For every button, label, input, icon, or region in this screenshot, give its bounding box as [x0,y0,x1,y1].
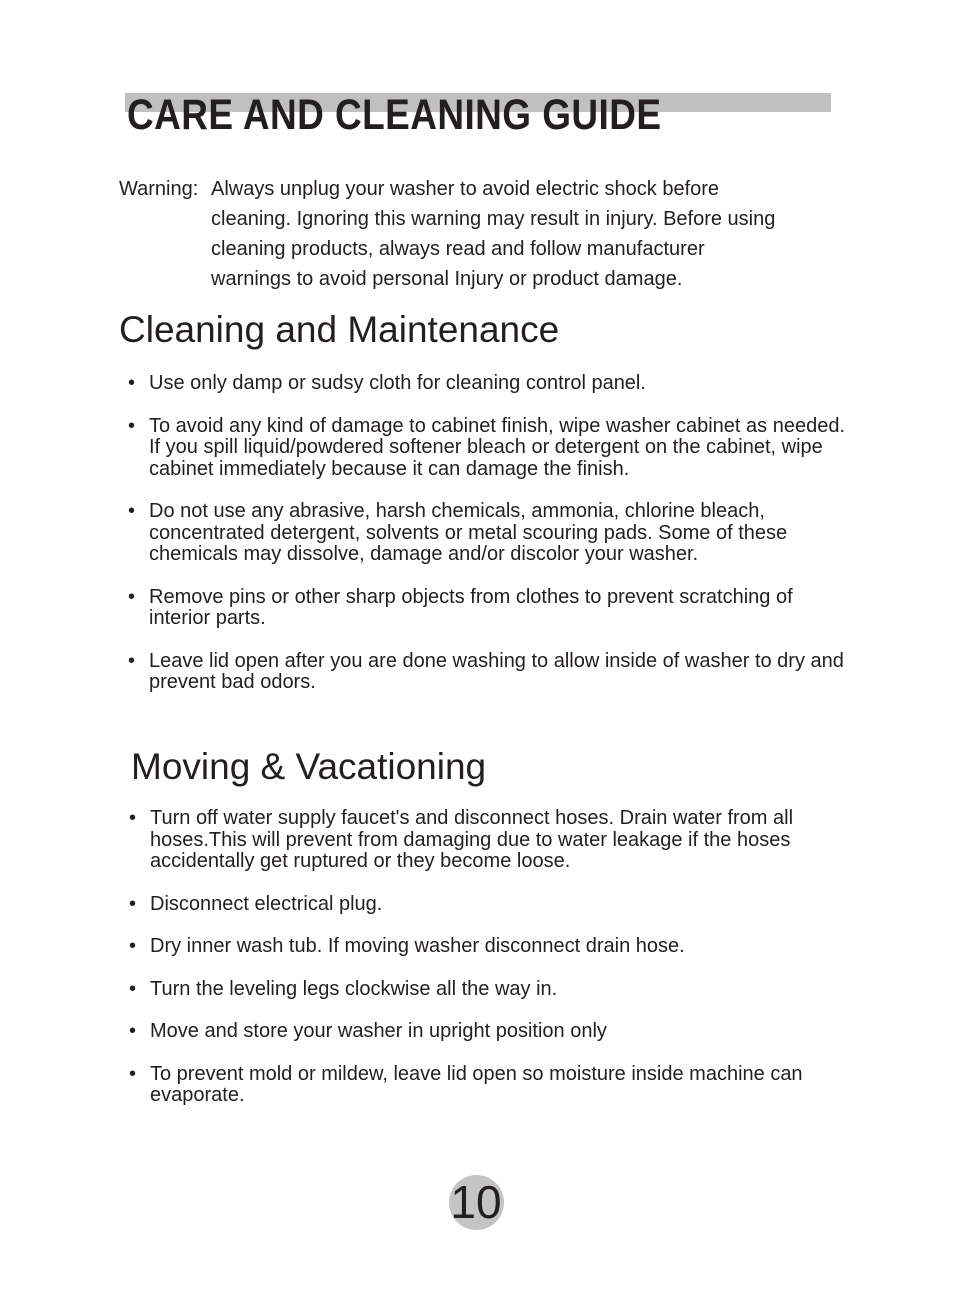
page-number: 10 [450,1176,502,1228]
bullet-icon: • [128,585,136,608]
moving-list [129,807,860,1128]
list-item [128,414,859,481]
list-item-text: Turn off water supply faucet's and disconnect hoses. Drain water from all hoses.This will prevent from damaging due to water leakage if the hoses accidentally get ruptured or they become loose. [150,807,794,872]
list-item-text: To avoid any kind of damage to cabinet finish, wipe washer cabinet as needed. If you spill liquid/powdered softener bleach or detergent on the cabinet, wipe cabinet immediately because it can damage the finish. [149,414,845,480]
warning-line: warnings to avoid personal Injury or product damage. [211,268,683,290]
list-item-text: Dry inner wash tub. If moving washer disconnect drain hose. [150,935,685,957]
list-item [129,892,860,916]
list-item-text: Turn the leveling legs clockwise all the way in. [150,977,558,1000]
page-number-badge [449,1175,504,1230]
warning-line: cleaning products, always read and follow manufacturer [211,238,705,260]
warning-text [213,174,859,294]
bullet-icon: • [128,372,136,394]
bullet-icon: • [129,977,137,1000]
warning-label: Warning: [119,178,199,200]
bullet-icon: • [129,892,137,915]
list-item-text: Remove pins or other sharp objects from clothes to prevent scratching of interior parts. [149,585,793,629]
cleaning-list [128,372,859,715]
warning-line: Always unplug your washer to avoid electric shock before [211,178,720,200]
list-item-text: Move and store your washer in upright position only [150,1020,607,1042]
list-item [129,935,860,958]
bullet-icon: • [128,414,136,437]
list-item [129,977,860,1001]
page-title: CARE AND CLEANING GUIDE [127,91,662,139]
list-item-text: Disconnect electrical plug. [150,892,383,915]
list-item-text: Do not use any abrasive, harsh chemicals, ammonia, chlorine bleach, concentrated detergent, solvents or metal scouring pads. Some of these chemicals may dissolve, damage and/or discolor your washer. [149,500,788,565]
list-item [128,500,859,566]
bullet-icon: • [129,807,137,829]
warning-line: cleaning. Ignoring this warning may result in injury. Before using [211,208,776,230]
list-item [128,649,859,694]
list-item [129,807,860,873]
cleaning-section-heading: Cleaning and Maintenance [119,309,560,350]
list-item-text: Leave lid open after you are done washing to allow inside of washer to dry and prevent bad odors. [149,649,844,693]
warning-notice [119,174,859,294]
bullet-icon: • [129,1020,137,1042]
list-item [129,1062,860,1107]
list-item [129,1020,860,1043]
list-item [128,372,859,395]
bullet-icon: • [128,649,136,672]
bullet-icon: • [129,935,137,957]
bullet-icon: • [129,1062,137,1085]
moving-section-heading: Moving & Vacationing [131,746,487,787]
list-item-text: Use only damp or sudsy cloth for cleaning control panel. [149,372,646,394]
list-item [128,585,859,630]
bullet-icon: • [128,500,136,522]
list-item-text: To prevent mold or mildew, leave lid open so moisture inside machine can evaporate. [150,1062,803,1106]
